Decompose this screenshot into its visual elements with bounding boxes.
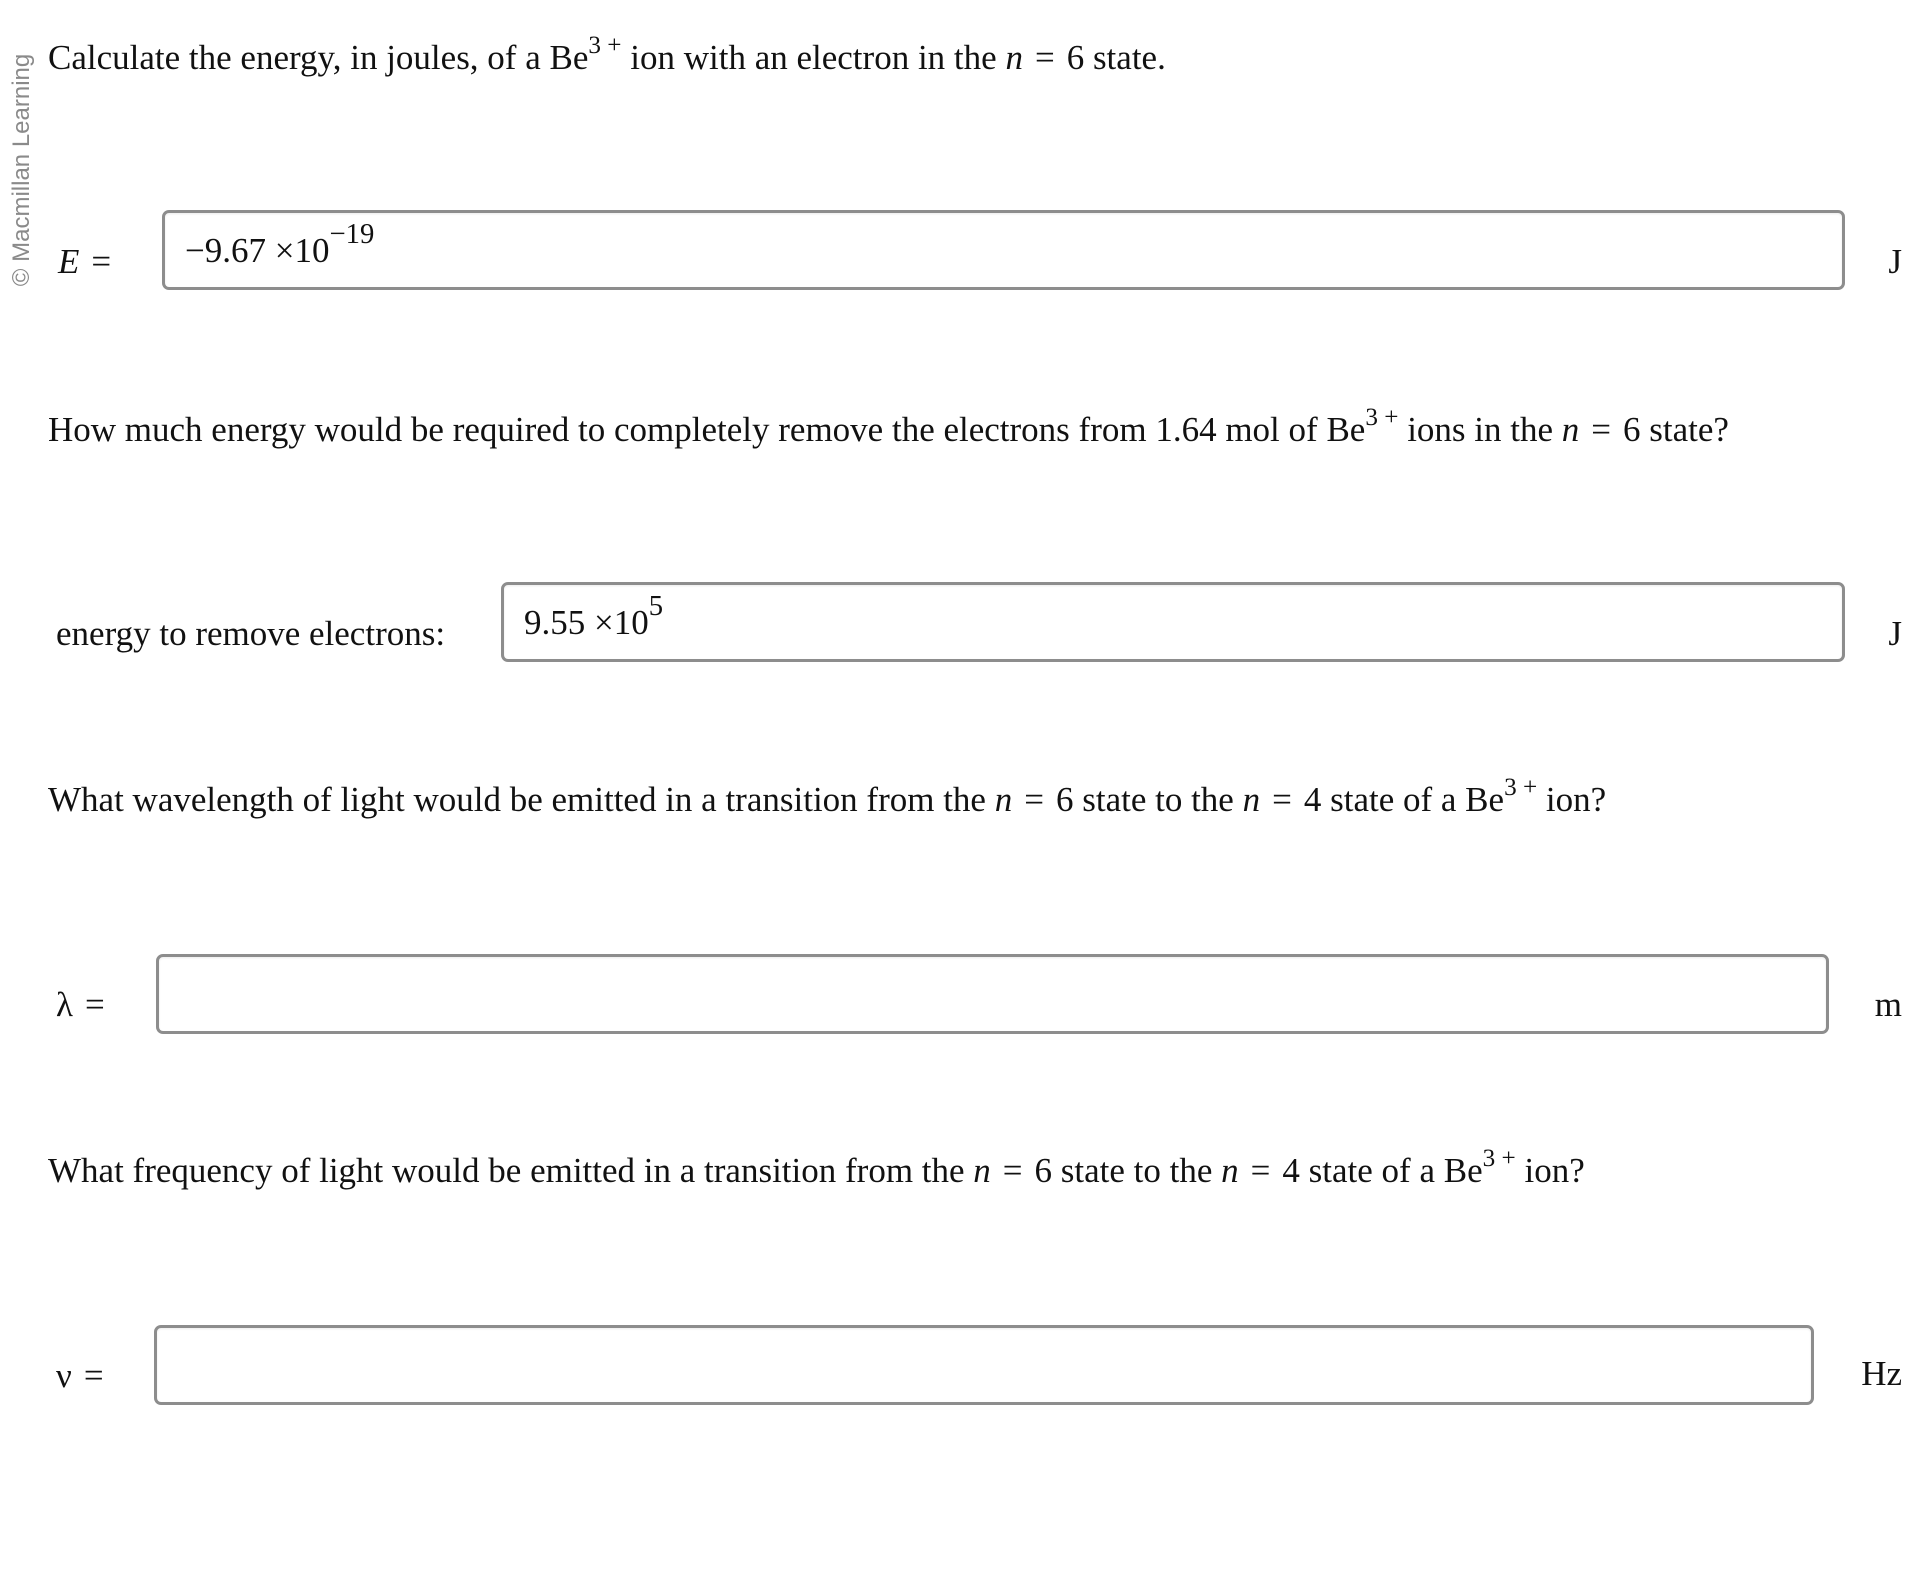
q2-text-a: How much energy would be required to completely remove the electrons from 1.64 mol of Be <box>48 410 1366 449</box>
q3-n-variable-1: n <box>994 780 1013 819</box>
frequency-unit: Hz <box>1861 1354 1902 1393</box>
q4-text-a: What frequency of light would be emitted in a transition from the <box>48 1151 974 1190</box>
q3-equals-2: = <box>1272 780 1292 819</box>
q1-equals: = <box>1034 38 1055 77</box>
q3-charge: 3 + <box>1504 773 1538 801</box>
removal-energy-mantissa: 9.55 ×10 <box>524 603 649 642</box>
question-1-text <box>48 31 1166 77</box>
q3-text-b: 6 state to the <box>1055 780 1243 819</box>
q3-text-d: ion? <box>1537 780 1607 819</box>
frequency-label <box>56 1358 116 1393</box>
energy-unit: J <box>1888 242 1902 281</box>
q3-n-variable-2: n <box>1242 780 1261 819</box>
removal-energy-label: energy to remove electrons: <box>56 614 446 653</box>
q3-text-c: 4 state of a Be <box>1303 780 1505 819</box>
question-2-text <box>48 403 1729 449</box>
q1-n-variable: n <box>1005 38 1023 77</box>
q4-equals-2: = <box>1250 1151 1271 1190</box>
q2-equals: = <box>1591 410 1612 449</box>
q4-text-d: ion? <box>1515 1151 1585 1190</box>
q1-charge: 3 + <box>588 31 622 59</box>
q4-n-variable-1: n <box>973 1151 991 1190</box>
energy-input-value <box>185 218 375 270</box>
frequency-variable: ν <box>56 1356 72 1395</box>
q2-text-b: ions in the <box>1398 410 1562 449</box>
q1-text-b: ion with an electron in the <box>621 38 1006 77</box>
wavelength-unit: m <box>1874 985 1902 1024</box>
q1-text-c: 6 state. <box>1066 38 1166 77</box>
energy-exponent: −19 <box>329 218 375 251</box>
q2-text-c: 6 state? <box>1623 410 1729 449</box>
wavelength-label-equals: = <box>84 985 105 1024</box>
q4-n-variable-2: n <box>1221 1151 1239 1190</box>
frequency-input[interactable] <box>154 1325 1814 1405</box>
q4-equals-1: = <box>1002 1151 1023 1190</box>
q4-text-b: 6 state to the <box>1034 1151 1222 1190</box>
energy-input[interactable] <box>162 210 1845 290</box>
q3-text-a: What wavelength of light would be emitted in a transition from the <box>48 780 995 819</box>
q1-text-a: Calculate the energy, in joules, of a Be <box>48 38 589 77</box>
energy-mantissa: −9.67 ×10 <box>185 231 330 270</box>
macmillan-learning-watermark: © Macmillan Learning <box>8 53 35 287</box>
removal-energy-exponent: 5 <box>648 590 664 623</box>
frequency-label-equals: = <box>83 1356 104 1395</box>
removal-energy-input-value <box>524 590 664 642</box>
removal-energy-unit: J <box>1888 614 1902 653</box>
q4-charge: 3 + <box>1482 1144 1516 1172</box>
question-4-text <box>48 1144 1585 1190</box>
energy-label <box>58 244 123 279</box>
energy-variable: E <box>58 242 80 281</box>
q4-text-c: 4 state of a Be <box>1282 1151 1483 1190</box>
energy-label-equals: = <box>91 242 112 281</box>
question-3-text <box>48 773 1607 819</box>
q3-equals-1: = <box>1024 780 1044 819</box>
q2-n-variable: n <box>1561 410 1580 449</box>
wavelength-input[interactable] <box>156 954 1829 1034</box>
wavelength-variable: λ <box>56 985 73 1024</box>
q2-charge: 3 + <box>1365 403 1399 431</box>
removal-energy-input[interactable] <box>501 582 1845 662</box>
wavelength-label <box>56 987 117 1022</box>
